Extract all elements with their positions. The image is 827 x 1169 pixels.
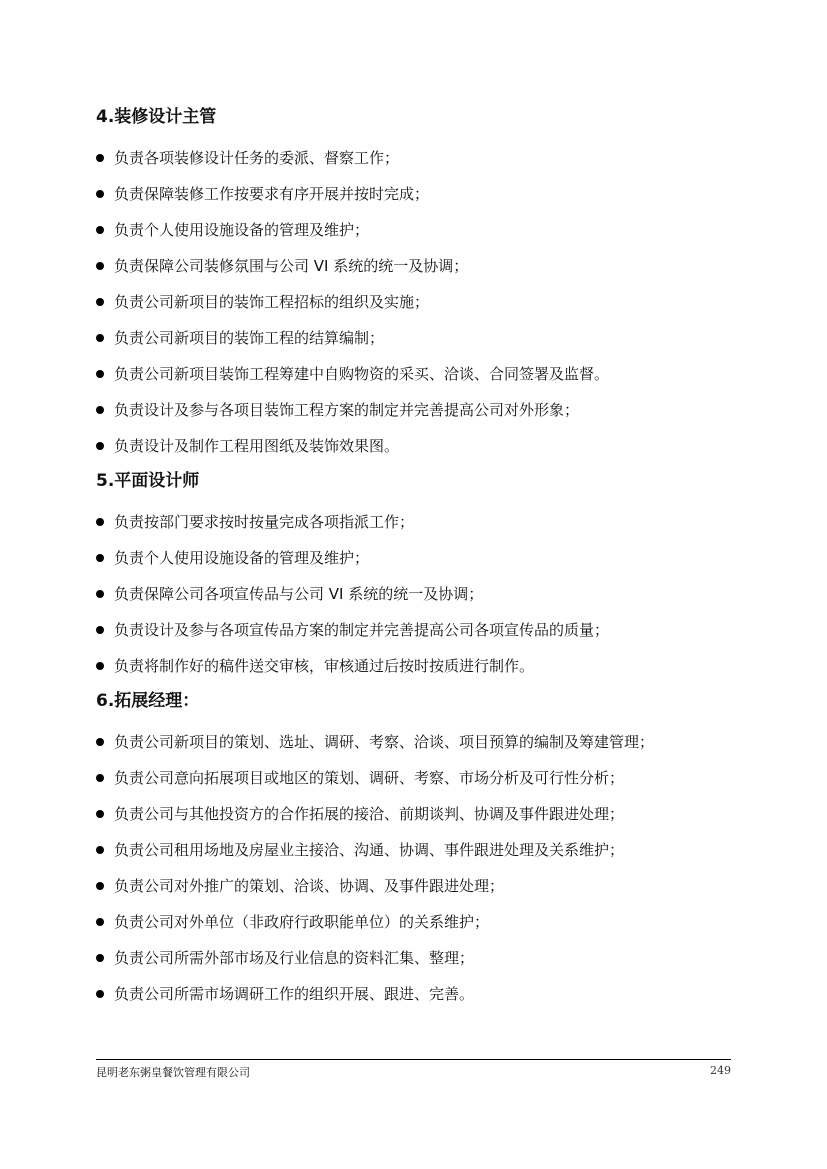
list-item-text: 负责设计及制作工程用图纸及装饰效果图。	[114, 437, 400, 455]
list-item	[96, 940, 736, 976]
footer-company-name: 昆明老东粥皇餐饮管理有限公司	[96, 1066, 250, 1079]
bullet-icon	[96, 554, 104, 562]
bullet-icon	[96, 662, 104, 670]
list-item-text: 负责公司对外单位（非政府行政职能单位）的关系维护；	[114, 913, 490, 931]
section-title: 4.装修设计主管	[96, 107, 217, 127]
list-item	[96, 284, 736, 320]
list-item	[96, 140, 736, 176]
list-item-text: 负责按部门要求按时按量完成各项指派工作；	[114, 513, 415, 531]
list-item-text: 负责各项装修设计任务的委派、督察工作；	[114, 149, 400, 167]
list-item	[96, 540, 736, 576]
section-decoration-design-supervisor	[96, 102, 736, 464]
bullet-icon	[96, 154, 104, 162]
list-item-text: 负责公司新项目的策划、选址、调研、考察、洽谈、项目预算的编制及筹建管理；	[114, 733, 655, 751]
bullet-icon	[96, 846, 104, 854]
list-item	[96, 904, 736, 940]
bullet-icon	[96, 298, 104, 306]
list-item	[96, 248, 736, 284]
list-item-text: 负责公司新项目装饰工程筹建中自购物资的采买、洽谈、合同签署及监督。	[114, 365, 610, 383]
bullet-icon	[96, 190, 104, 198]
list-item	[96, 576, 736, 612]
section-title: 5.平面设计师	[96, 471, 200, 491]
page-number: 249	[710, 1064, 731, 1077]
list-item-text: 负责将制作好的稿件送交审核，审核通过后按时按质进行制作。	[114, 657, 535, 675]
bullet-icon	[96, 406, 104, 414]
section-title: 6.拓展经理：	[96, 691, 200, 711]
bullet-icon	[96, 738, 104, 746]
list-item	[96, 832, 736, 868]
footer-divider	[96, 1059, 731, 1060]
bullet-icon	[96, 370, 104, 378]
bullet-icon	[96, 626, 104, 634]
list-item-text: 负责公司所需市场调研工作的组织开展、跟进、完善。	[114, 985, 475, 1003]
bullet-icon	[96, 882, 104, 890]
section-graphic-designer	[96, 466, 736, 684]
list-item-text: 负责个人使用设施设备的管理及维护；	[114, 549, 370, 567]
list-item	[96, 320, 736, 356]
list-item	[96, 212, 736, 248]
list-item-text: 负责公司意向拓展项目或地区的策划、调研、考察、市场分析及可行性分析；	[114, 769, 625, 787]
list-item	[96, 428, 736, 464]
list-item	[96, 392, 736, 428]
bullet-icon	[96, 590, 104, 598]
list-item	[96, 612, 736, 648]
bullet-icon	[96, 262, 104, 270]
bullet-icon	[96, 810, 104, 818]
list-item	[96, 356, 736, 392]
bullet-icon	[96, 334, 104, 342]
list-item	[96, 796, 736, 832]
list-item-text: 负责公司新项目的装饰工程招标的组织及实施；	[114, 293, 430, 311]
list-item-text: 负责设计及参与各项宣传品方案的制定并完善提高公司各项宣传品的质量；	[114, 621, 610, 639]
bullet-icon	[96, 954, 104, 962]
list-item	[96, 724, 736, 760]
list-item-text: 负责公司所需外部市场及行业信息的资料汇集、整理；	[114, 949, 475, 967]
list-item-text: 负责保障公司各项宣传品与公司 VI 系统的统一及协调；	[114, 585, 484, 603]
list-item	[96, 760, 736, 796]
bullet-icon	[96, 518, 104, 526]
bullet-icon	[96, 226, 104, 234]
list-item	[96, 504, 736, 540]
list-item	[96, 648, 736, 684]
bullet-icon	[96, 918, 104, 926]
list-item-text: 负责公司与其他投资方的合作拓展的接洽、前期谈判、协调及事件跟进处理；	[114, 805, 625, 823]
list-item-text: 负责设计及参与各项目装饰工程方案的制定并完善提高公司对外形象；	[114, 401, 580, 419]
list-item	[96, 176, 736, 212]
list-item-text: 负责公司对外推广的策划、洽谈、协调、及事件跟进处理；	[114, 877, 505, 895]
section-expansion-manager	[96, 686, 736, 1012]
list-item	[96, 868, 736, 904]
bullet-icon	[96, 442, 104, 450]
list-item-text: 负责保障公司装修氛围与公司 VI 系统的统一及协调；	[114, 257, 469, 275]
list-item-text: 负责公司新项目的装饰工程的结算编制；	[114, 329, 385, 347]
list-item-text: 负责公司租用场地及房屋业主接洽、沟通、协调、事件跟进处理及关系维护；	[114, 841, 625, 859]
list-item-text: 负责个人使用设施设备的管理及维护；	[114, 221, 370, 239]
bullet-icon	[96, 774, 104, 782]
list-item-text: 负责保障装修工作按要求有序开展并按时完成；	[114, 185, 430, 203]
document-body	[96, 102, 736, 1012]
bullet-icon	[96, 990, 104, 998]
list-item	[96, 976, 736, 1012]
